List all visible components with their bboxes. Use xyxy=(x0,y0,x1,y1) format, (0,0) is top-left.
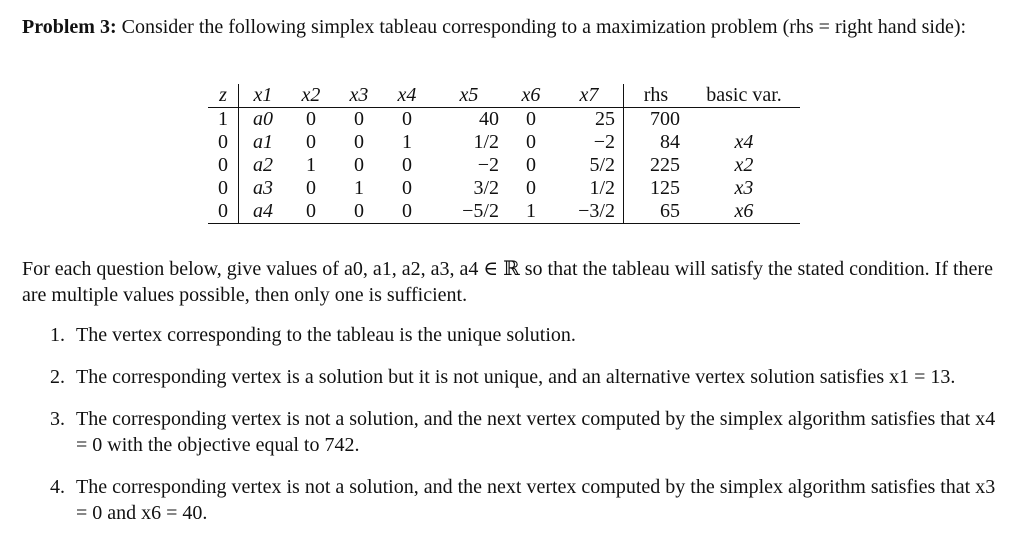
question-text: The corresponding vertex is a solution but it is not unique, and an alternative vertex solution satisfies x1 = 13. xyxy=(76,366,956,388)
cell: a2 xyxy=(253,154,273,176)
tableau-row xyxy=(208,177,800,200)
cell: 0 xyxy=(208,154,239,177)
cell: 25 xyxy=(555,108,624,132)
cell: −3/2 xyxy=(555,200,624,224)
instructions-paragraph: For each question below, give values of a0, a1, a2, a3, a4 ∈ ℝ so that the tableau will satisfy the stated condition. If there are multiple values possible, then only one is sufficient. xyxy=(22,258,993,306)
cell: 65 xyxy=(624,200,689,224)
question-list xyxy=(50,322,1000,542)
tableau-row xyxy=(208,154,800,177)
tableau-row xyxy=(208,108,800,132)
header-z: z xyxy=(208,84,239,108)
cell: 700 xyxy=(650,108,680,130)
question-number: 2. xyxy=(50,366,65,388)
question-number: 3. xyxy=(50,408,65,430)
cell: 1 xyxy=(507,200,555,224)
cell: 5/2 xyxy=(555,154,624,177)
cell: a3 xyxy=(253,177,273,199)
cell: 0 xyxy=(287,200,335,224)
header-x7: x7 xyxy=(555,84,624,108)
cell: 1/2 xyxy=(555,177,624,200)
cell: 0 xyxy=(208,200,239,224)
cell: 225 xyxy=(650,154,680,176)
cell: 0 xyxy=(306,108,316,130)
question-text: The vertex corresponding to the tableau is the unique solution. xyxy=(76,324,576,346)
tableau-header-row xyxy=(208,84,800,108)
header-basic-var: basic var. xyxy=(688,84,800,108)
question-text: The corresponding vertex is not a solution, and the next vertex computed by the simplex algorithm satisfies that x3 = 0 and x6 = 40. xyxy=(76,476,996,524)
problem-intro xyxy=(22,14,1002,40)
cell: 84 xyxy=(660,131,680,153)
cell: 1 xyxy=(354,177,364,199)
cell: 1 xyxy=(208,108,239,132)
question-item xyxy=(50,406,1000,458)
cell: a0 xyxy=(253,108,273,130)
cell: 0 xyxy=(335,200,383,224)
cell: 0 xyxy=(526,108,536,130)
cell: 0 xyxy=(383,200,431,224)
question-text: The corresponding vertex is not a solution, and the next vertex computed by the simplex algorithm satisfies that x4 = 0 with the objective equal to 742. xyxy=(76,408,996,456)
cell: x4 xyxy=(734,131,754,153)
cell: 1/2 xyxy=(473,131,499,153)
cell: 1 xyxy=(306,154,316,176)
header-x3: x3 xyxy=(335,84,383,108)
cell: −2 xyxy=(477,154,499,176)
header-x5: x5 xyxy=(431,84,507,108)
cell: 0 xyxy=(402,177,412,199)
cell: a1 xyxy=(253,131,273,153)
question-number: 1. xyxy=(50,324,65,346)
cell: 0 xyxy=(306,131,316,153)
cell: 1 xyxy=(402,131,412,153)
cell: x3 xyxy=(734,177,754,199)
cell: 0 xyxy=(402,108,412,130)
header-rhs: rhs xyxy=(624,84,689,108)
simplex-tableau xyxy=(208,84,800,224)
cell: 0 xyxy=(306,177,316,199)
header-x2: x2 xyxy=(287,84,335,108)
tableau-table xyxy=(208,84,800,224)
header-x6: x6 xyxy=(507,84,555,108)
cell: 0 xyxy=(354,131,364,153)
cell: −2 xyxy=(555,131,624,154)
question-item xyxy=(50,474,1000,526)
cell: 125 xyxy=(650,177,680,199)
cell: 0 xyxy=(208,177,239,200)
question-number: 4. xyxy=(50,476,65,498)
problem-heading: Problem 3: xyxy=(22,16,117,38)
cell: a4 xyxy=(239,200,288,224)
cell: x6 xyxy=(688,200,800,224)
header-x4: x4 xyxy=(383,84,431,108)
cell: 0 xyxy=(208,131,239,154)
cell xyxy=(688,108,800,132)
tableau-row xyxy=(208,131,800,154)
cell: −5/2 xyxy=(431,200,507,224)
cell: 3/2 xyxy=(473,177,499,199)
cell: 0 xyxy=(526,131,536,153)
question-item xyxy=(50,364,1000,390)
cell: x2 xyxy=(734,154,754,176)
cell: 40 xyxy=(479,108,499,130)
cell: 0 xyxy=(526,154,536,176)
cell: 0 xyxy=(354,108,364,130)
cell: 0 xyxy=(526,177,536,199)
question-item xyxy=(50,322,1000,348)
header-x1: x1 xyxy=(239,84,288,108)
cell: 0 xyxy=(354,154,364,176)
cell: 0 xyxy=(402,154,412,176)
problem-intro-text: Consider the following simplex tableau corresponding to a maximization problem (rhs = right hand side): xyxy=(121,16,967,38)
tableau-row xyxy=(208,200,800,224)
